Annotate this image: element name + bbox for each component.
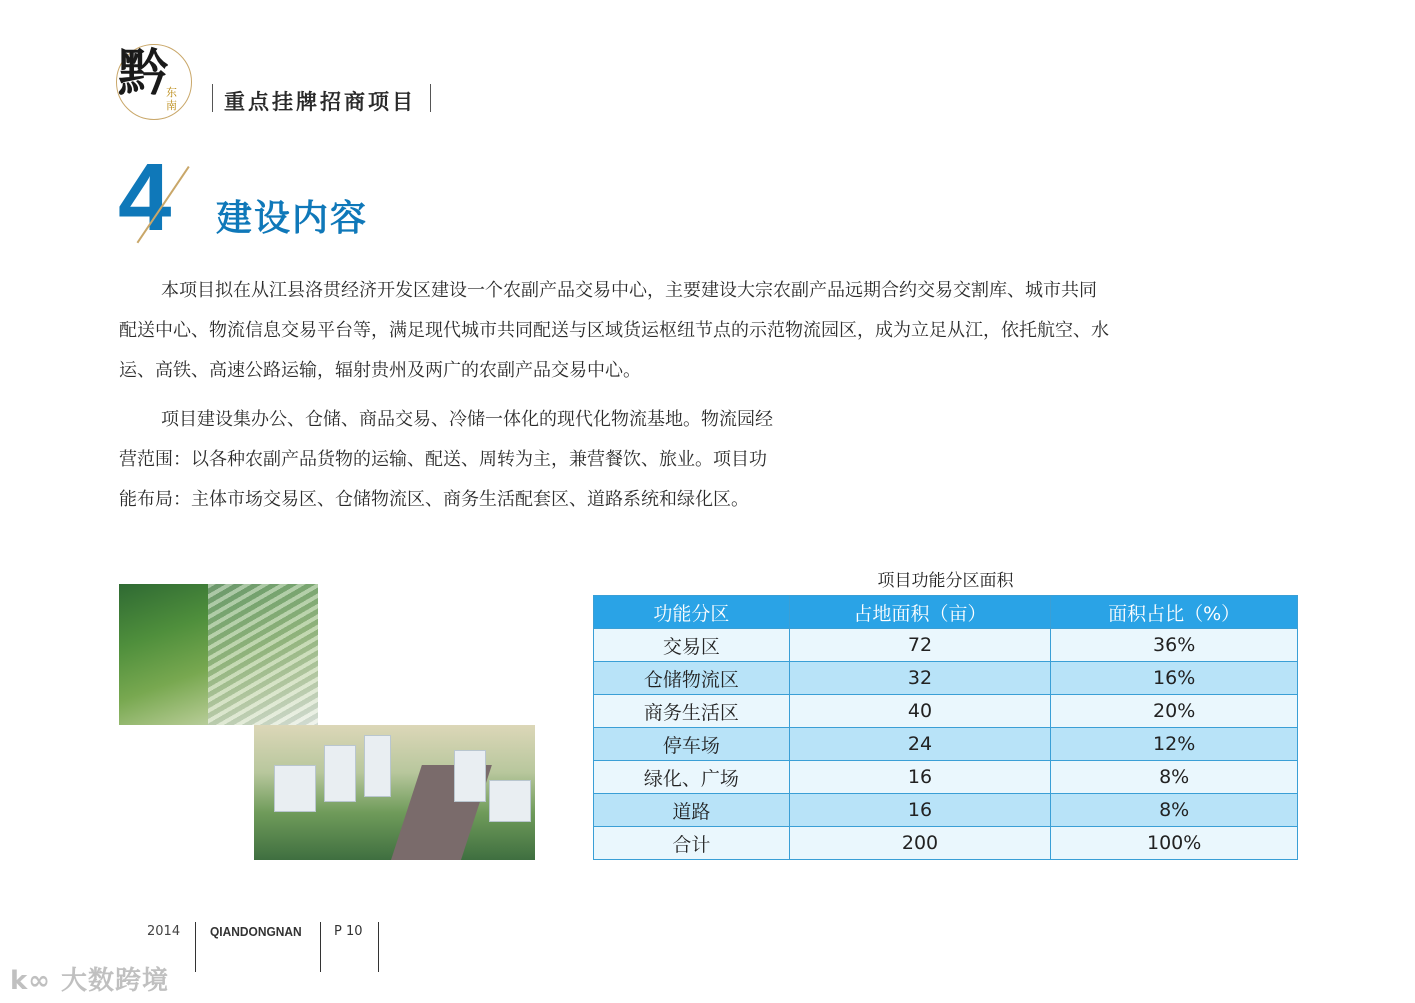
header-zone: 功能分区	[594, 596, 790, 629]
cell-percent: 36%	[1051, 629, 1298, 662]
cell-area: 32	[789, 662, 1051, 695]
cell-percent: 100%	[1051, 827, 1298, 860]
building-shape	[489, 780, 531, 822]
cell-area: 40	[789, 695, 1051, 728]
footer-year: 2014	[147, 924, 181, 939]
cell-area: 16	[789, 761, 1051, 794]
body-paragraph-2-line-3: 能布局：主体市场交易区、仓储物流区、商务生活配套区、道路系统和绿化区。	[119, 489, 749, 510]
cell-area: 16	[789, 794, 1051, 827]
cell-zone: 商务生活区	[594, 695, 790, 728]
building-shape	[274, 765, 316, 812]
table-row	[594, 794, 1298, 827]
header-divider-right	[430, 84, 431, 112]
footer-divider	[378, 922, 379, 972]
section-title: 建设内容	[216, 198, 369, 239]
table-row	[594, 662, 1298, 695]
table-row	[594, 629, 1298, 662]
logo-character: 黔	[118, 43, 168, 102]
cell-percent: 8%	[1051, 794, 1298, 827]
table-header-row	[594, 596, 1298, 629]
table-row-total	[594, 827, 1298, 860]
table-caption: 项目功能分区面积	[877, 571, 1014, 591]
footer-divider	[195, 922, 196, 972]
table-row	[594, 695, 1298, 728]
k-logo-icon: k∞	[10, 966, 51, 996]
cell-area: 200	[789, 827, 1051, 860]
header-title: 重点挂牌招商项目	[224, 89, 416, 114]
cell-zone: 交易区	[594, 629, 790, 662]
zone-area-table	[593, 595, 1298, 860]
cell-zone: 合计	[594, 827, 790, 860]
aerial-park-image	[119, 584, 318, 725]
watermark	[10, 960, 169, 997]
cell-zone: 道路	[594, 794, 790, 827]
cell-zone: 仓储物流区	[594, 662, 790, 695]
logo-subtext: 东南	[166, 86, 177, 112]
footer-brand: QIANDONGNAN	[210, 924, 302, 939]
cell-zone: 停车场	[594, 728, 790, 761]
building-shape	[454, 750, 486, 802]
cell-area: 24	[789, 728, 1051, 761]
cell-area: 72	[789, 629, 1051, 662]
table-row	[594, 761, 1298, 794]
body-paragraph-2-line-2: 营范围：以各种农副产品货物的运输、配送、周转为主，兼营餐饮、旅业。项目功	[119, 449, 767, 470]
body-paragraph-2-line-1: 项目建设集办公、仓储、商品交易、冷储一体化的现代化物流基地。物流园经	[161, 409, 773, 430]
table-row	[594, 728, 1298, 761]
building-shape	[324, 745, 356, 802]
watermark-text: 大数跨境	[61, 966, 170, 996]
cell-percent: 8%	[1051, 761, 1298, 794]
cell-zone: 绿化、广场	[594, 761, 790, 794]
footer-page-number: P 10	[334, 924, 363, 939]
building-shape	[364, 735, 391, 797]
header-area: 占地面积（亩）	[789, 596, 1051, 629]
footer-divider	[320, 922, 321, 972]
logistics-park-rendering-image	[254, 725, 535, 860]
section-number: 4	[118, 144, 172, 251]
cell-percent: 16%	[1051, 662, 1298, 695]
cell-percent: 20%	[1051, 695, 1298, 728]
header-divider-left	[212, 84, 213, 112]
header-percent: 面积占比（%）	[1051, 596, 1298, 629]
body-paragraph-1: 本项目拟在从江县洛贯经济开发区建设一个农副产品交易中心，主要建设大宗农副产品远期合约交易交割库、城市共同配送中心、物流信息交易平台等，满足现代城市共同配送与区域货运枢纽节点的示范物流园区，成为立足从江，依托航空、水运、高铁、高速公路运输，辐射贵州及两广的农副产品交易中心。	[119, 280, 1109, 381]
cell-percent: 12%	[1051, 728, 1298, 761]
